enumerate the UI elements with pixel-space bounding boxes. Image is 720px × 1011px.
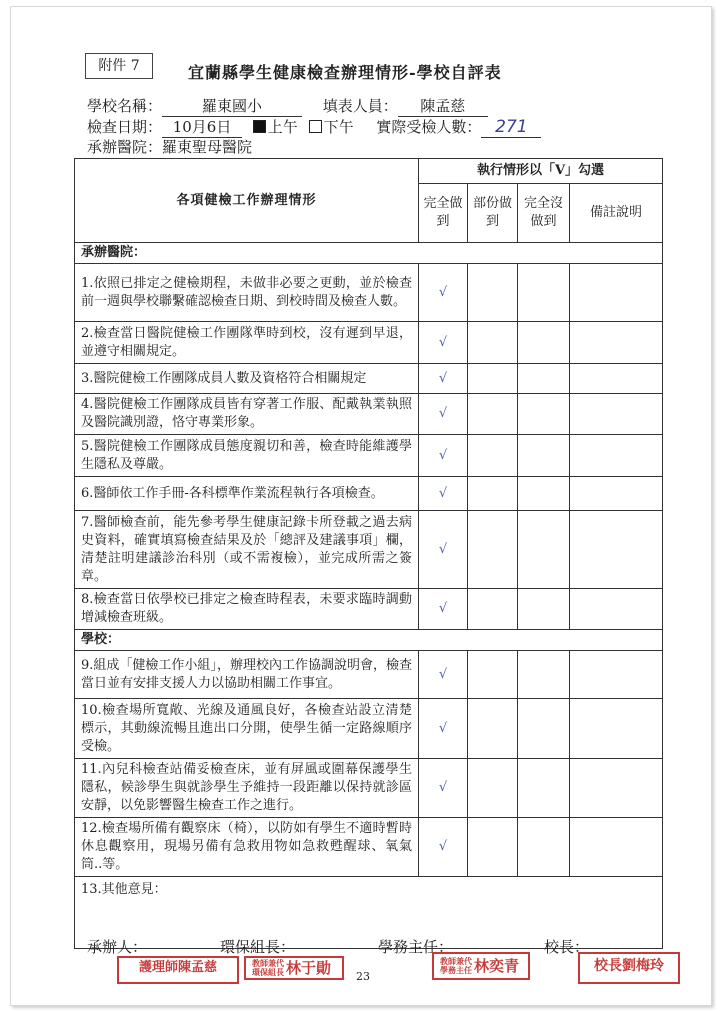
check-mark-icon: √	[419, 818, 468, 877]
check-mark-icon: √	[419, 264, 468, 322]
item-text: 6.醫師依工作手冊-各科標準作業流程執行各項檢查。	[75, 477, 419, 511]
handler-label: 承辦人：	[87, 938, 148, 956]
table-row	[75, 818, 663, 877]
item-text: 2.檢查當日醫院健檢工作團隊準時到校，沒有遲到早退，並遵守相關規定。	[75, 322, 419, 364]
table-row	[75, 322, 663, 364]
col-notes: 備註說明	[570, 184, 663, 243]
note-cell	[570, 435, 663, 477]
principal-label: 校長：	[544, 938, 590, 956]
principal-stamp: 校長劉梅玲	[578, 952, 680, 984]
exec-header: 執行情形以「V」勾選	[419, 159, 663, 184]
table-row	[75, 435, 663, 477]
pm-label: 下午	[323, 118, 354, 136]
section-hospital: 承辦醫院：	[75, 243, 663, 264]
table-row	[75, 759, 663, 818]
col-partially-done: 部份做到	[468, 184, 518, 243]
empty-cell	[518, 264, 570, 322]
check-mark-icon: √	[419, 759, 468, 818]
examined-label: 實際受檢人數：	[376, 118, 482, 136]
annex-label: 附件 7	[85, 53, 153, 79]
document-title: 宜蘭縣學生健康檢查辦理情形-學校自評表	[188, 63, 502, 82]
note-cell	[570, 589, 663, 630]
pm-checkbox	[309, 120, 322, 133]
empty-cell	[518, 394, 570, 435]
filler-value: 陳孟慈	[398, 96, 488, 117]
note-cell	[570, 699, 663, 759]
affairs-director-title: 教師兼代 學務主任	[440, 956, 472, 975]
empty-cell	[518, 435, 570, 477]
table-row	[75, 511, 663, 589]
item-text: 8.檢查當日依學校已排定之檢查時程表，未要求臨時調動增減檢查班級。	[75, 589, 419, 630]
note-cell	[570, 394, 663, 435]
col-full-done: 完全做到	[419, 184, 468, 243]
hospital-row	[87, 137, 252, 157]
empty-cell	[468, 818, 518, 877]
table-row	[75, 394, 663, 435]
check-mark-icon: √	[419, 651, 468, 699]
col-not-done: 完全沒做到	[518, 184, 570, 243]
item-text: 11.內兒科檢查站備妥檢查床，並有屏風或圍幕保護學生隱私，候診學生與就診學生予維持一段距離以保持就診區安靜，以免影響醫生檢查工作之進行。	[75, 759, 419, 818]
check-mark-icon: √	[419, 364, 468, 394]
table-row	[75, 364, 663, 394]
note-cell	[570, 759, 663, 818]
item-text: 7.醫師檢查前，能先參考學生健康記錄卡所登載之過去病史資料，確實填寫檢查結果及於「總評及建議事項」欄，清楚註明建議診治科別（或不需複檢），並完成所需之簽章。	[75, 511, 419, 589]
am-checkbox	[253, 120, 266, 133]
env-chief-label: 環保組長：	[220, 938, 296, 956]
check-mark-icon: √	[419, 435, 468, 477]
hospital-value: 羅東聖母醫院	[162, 138, 253, 156]
check-mark-icon: √	[419, 589, 468, 630]
empty-cell	[468, 477, 518, 511]
affairs-director-stamp	[432, 952, 530, 980]
empty-cell	[518, 511, 570, 589]
env-chief-name: 林于勛	[286, 959, 332, 977]
empty-cell	[468, 435, 518, 477]
table-row	[75, 477, 663, 511]
empty-cell	[468, 759, 518, 818]
empty-cell	[518, 477, 570, 511]
affairs-director-label: 學務主任：	[378, 938, 454, 956]
check-mark-icon: √	[419, 477, 468, 511]
empty-cell	[468, 394, 518, 435]
note-cell	[570, 818, 663, 877]
handler-stamp: 護理師陳孟慈	[117, 956, 239, 984]
empty-cell	[518, 818, 570, 877]
empty-cell	[468, 511, 518, 589]
check-mark-icon: √	[419, 322, 468, 364]
empty-cell	[468, 322, 518, 364]
date-value: 10月6日	[162, 117, 242, 138]
note-cell	[570, 511, 663, 589]
empty-cell	[518, 364, 570, 394]
empty-cell	[468, 264, 518, 322]
school-label: 學校名稱：	[87, 97, 163, 115]
examined-value: 271	[481, 117, 541, 138]
empty-cell	[468, 699, 518, 759]
item-text: 1.依照已排定之健檢期程，未做非必要之更動，並於檢查前一週與學校聯繫確認檢查日期、到校時間及檢查人數。	[75, 264, 419, 322]
main-header: 各項健檢工作辦理情形	[75, 159, 419, 243]
item-text: 9.組成「健檢工作小組」，辦理校內工作協調說明會，檢查當日並有安排支援人力以協助相關工作事宜。	[75, 651, 419, 699]
empty-cell	[468, 364, 518, 394]
check-mark-icon: √	[419, 699, 468, 759]
item-text: 10.檢查場所寬敞、光線及通風良好，各檢查站設立清楚標示，其動線流暢且進出口分開，使學生循一定路線順序受檢。	[75, 699, 419, 759]
empty-cell	[468, 589, 518, 630]
evaluation-table	[74, 158, 663, 949]
check-mark-icon: √	[419, 511, 468, 589]
other-opinions-label: 13.其他意見：	[75, 877, 663, 949]
note-cell	[570, 651, 663, 699]
table-row	[75, 651, 663, 699]
empty-cell	[518, 322, 570, 364]
affairs-director-name: 林奕青	[474, 957, 520, 975]
item-text: 12.檢查場所備有觀察床（椅），以防如有學生不適時暫時休息觀察用，現場另備有急救用物如急救甦醒球、氧氣筒..等。	[75, 818, 419, 877]
check-mark-icon: √	[419, 394, 468, 435]
school-row	[87, 96, 488, 117]
date-label: 檢查日期：	[87, 118, 163, 136]
am-label: 上午	[267, 118, 298, 136]
note-cell	[570, 477, 663, 511]
table-row	[75, 264, 663, 322]
empty-cell	[518, 759, 570, 818]
date-row	[87, 117, 541, 138]
section-school: 學校：	[75, 630, 663, 651]
note-cell	[570, 264, 663, 322]
page-number: 23	[356, 970, 370, 983]
school-value: 羅東國小	[162, 96, 302, 117]
hospital-label: 承辦醫院：	[87, 138, 163, 156]
note-cell	[570, 364, 663, 394]
empty-cell	[518, 699, 570, 759]
empty-cell	[518, 651, 570, 699]
note-cell	[570, 322, 663, 364]
filler-label: 填表人員：	[322, 97, 398, 115]
env-chief-title: 教師兼代 環保組長	[252, 958, 284, 977]
item-text: 3.醫院健檢工作團隊成員人數及資格符合相關規定	[75, 364, 419, 394]
empty-cell	[468, 651, 518, 699]
table-row	[75, 699, 663, 759]
item-text: 5.醫院健檢工作團隊成員態度親切和善，檢查時能維護學生隱私及尊嚴。	[75, 435, 419, 477]
item-text: 4.醫院健檢工作團隊成員皆有穿著工作服、配戴執業執照及醫院識別證，恪守專業形象。	[75, 394, 419, 435]
table-row	[75, 589, 663, 630]
env-chief-stamp	[244, 956, 344, 980]
empty-cell	[518, 589, 570, 630]
